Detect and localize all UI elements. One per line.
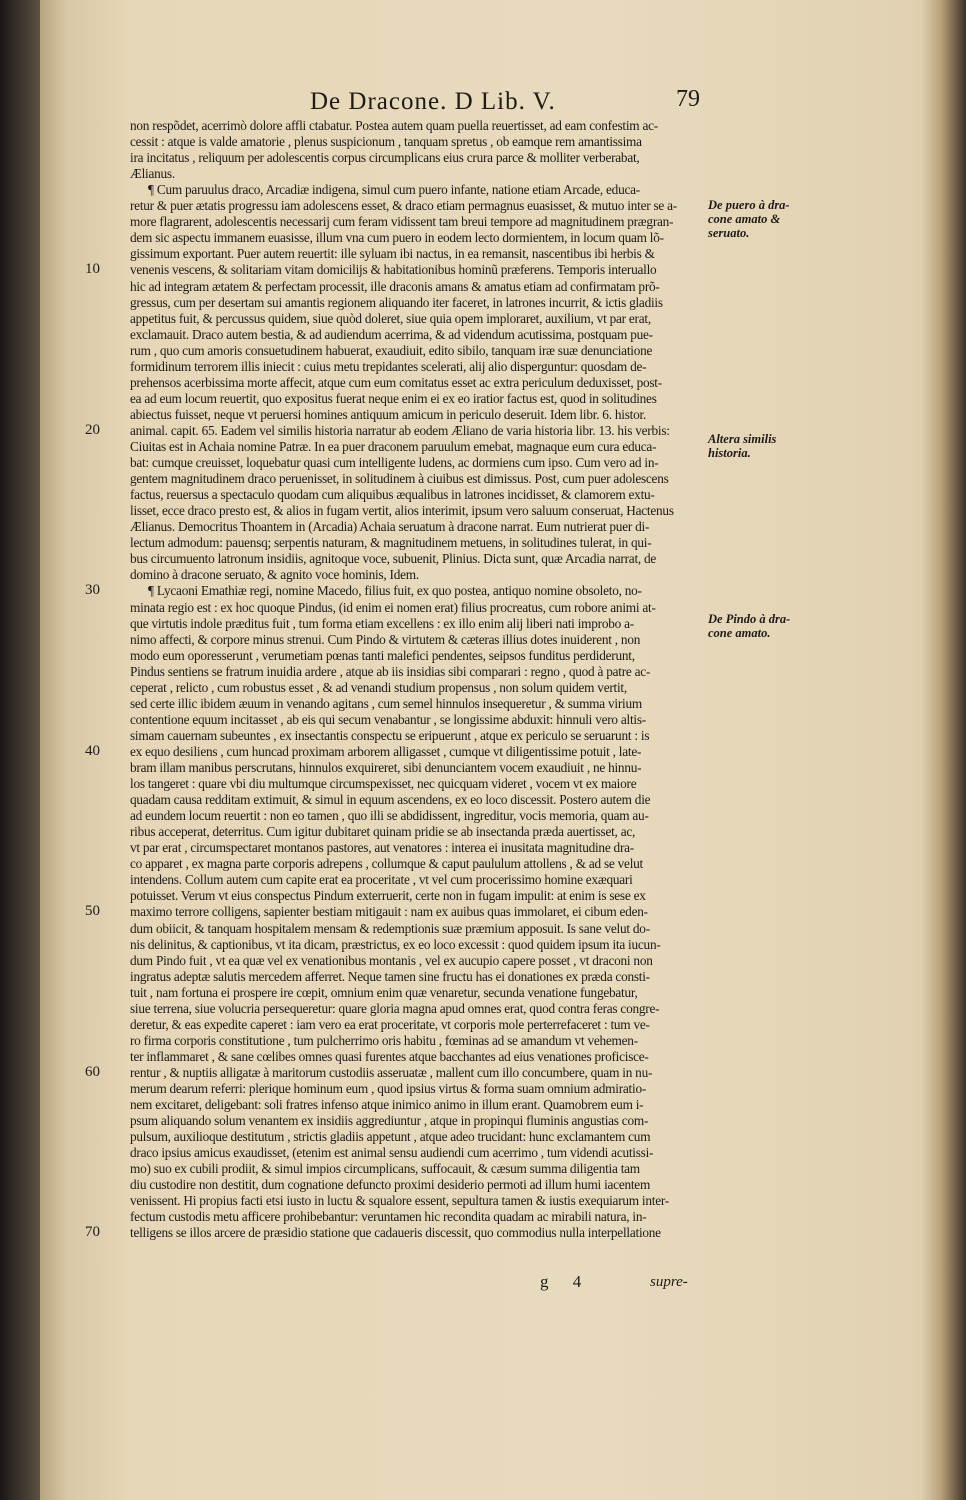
text-line: lisset, ecce draco presto est, & alios in fugam vertit, alios interimit, ipsum vero saluum conseruat, Hactenus [130, 503, 674, 519]
folio-number: 79 [676, 86, 700, 112]
running-title: De Dracone. D Lib. V. [310, 88, 556, 115]
text-line: ea ad eum locum reuertit, quo expositus fuerat neque enim ei ex eo iratior factus est, quod in solitudines [130, 390, 657, 406]
line-number: 60 [85, 1063, 100, 1080]
text-line: abiectus fuisset, neque vt peruersi homines antiquum amicum in periculo deseruit. Idem libr. 6. histor. [130, 406, 646, 422]
book-binding [0, 0, 40, 1500]
text-line: prehensos acerbissima morte affecit, atque cum eum comitatus esset ac extra periculum deduxisset, post- [130, 374, 662, 390]
text-line: ribus acceperat, deterritus. Cum igitur dubitaret quinam pridie se ab insectanda præda auertisset, ac, [130, 824, 636, 840]
running-head [310, 88, 730, 116]
text-line: que virtutis indole præditus fuit , tum forma etiam excellens : ex illo enim alij liberi nati improbo a- [130, 615, 634, 631]
book-page [40, 0, 966, 1500]
line-number: 40 [85, 742, 100, 759]
text-line: ter inflammaret , & sane cœlibes omnes quasi furentes atque bacchantes ad eius venationes proficisce- [130, 1048, 649, 1064]
signature-mark: g 4 [540, 1272, 592, 1291]
line-number: 10 [85, 261, 100, 278]
text-line: rentur , & nuptiis alligatæ à maritorum custodiis asseruatæ , mallent cum illo concumbere, quam in nu- [130, 1064, 653, 1080]
text-line: bus circumuento latronum insidiis, agnitoque voce, subuenit, Plinius. Dicta sunt, quæ Arcadia narrat, de [130, 551, 657, 567]
text-line: ingratus adeptæ salutis mercedem afferret. Neque tamen sine fructu has ei donationes ex præda consti- [130, 968, 650, 984]
line-number: 20 [85, 421, 100, 438]
text-line: exclamauit. Draco autem bestia, & ad audiendum acerrima, & ad videndum acutissima, postquam pue- [130, 326, 653, 342]
text-line: nem excitaret, deligebant: soli fratres infenso atque inimico animo in illum erant. Quamobrem eum i- [130, 1097, 644, 1113]
text-line: Ælianus. [130, 166, 175, 182]
text-line: ¶ Cum paruulus draco, Arcadiæ indigena, simul cum puero infante, natione etiam Arcade, educa- [148, 182, 640, 198]
catchword: supre- [650, 1274, 688, 1290]
text-line: psum aliquando solum venantem ex insidiis aggrediuntur , atque in propinqui fluminis angustias com- [130, 1113, 649, 1129]
text-line: domino à dracone seruato, & agnito voce hominis, Idem. [130, 567, 419, 583]
text-line: ro firma corporis constitutione , tum pulcherrimo oris habitu , fœminas ad se amandum vt vehemen- [130, 1032, 638, 1048]
text-line: contentione equum incitasset , ab eis qui secum venabantur , se longissime abduxit: hinnuli vero altis- [130, 711, 646, 727]
text-line: modo eum oporesserunt , verumetiam pœnas tanti malefici pendentes, seipsos funditus perdiderunt, [130, 647, 635, 663]
text-line: ¶ Lycaoni Emathiæ regi, nomine Macedo, filius fuit, ex quo postea, antiquo nomine obsoleto, no- [148, 583, 642, 599]
text-line: tuit , nam fortuna ei prospere ire cœpit, omnium enim quæ venaretur, secunda venatione fungebatur, [130, 984, 638, 1000]
text-line: dum Pindo fuit , vt ea quæ vel ex venationibus montanis , vel ex aucupio capere posset , vt draconi non [130, 952, 653, 968]
text-line: draco ipsius amicus exaudisset, (etenim est animal sensu audiendi cum acerrimo , tum videndi acutissi- [130, 1145, 654, 1161]
text-line: siue terrena, siue volucria persequeretur: quare gloria magna apud omnes erat, quod contra feras congre- [130, 1000, 660, 1016]
text-line: venenis vescens, & solitariam vitam domicilijs & habitationibus hominũ præferens. Temporis interuallo [130, 262, 657, 278]
text-line: telligens se illos arcere de præsidio statione que cadaueris discessit, quo commodius nulla interpellatione [130, 1225, 661, 1241]
text-line: cessit : atque is valde amatorie , plenus suspicionum , tanquam spretus , ob eamque rem amantissima [130, 134, 642, 150]
text-line: deretur, & eas expedite caperet : iam vero ea erat proceritate, vt corporis mole perterrefaceret : tum ve- [130, 1016, 650, 1032]
text-line: appetitus fuit, & percussus quidem, siue quòd doleret, siue quia opem imploraret, auxilium, vt par erat, [130, 310, 651, 326]
text-line: gentem magnitudinem draco peruenisset, in solitudinem à ciuibus est dimissus. Post, cum puer adolescens [130, 471, 669, 487]
text-line: bat: cumque creuisset, loquebatur quasi cum intelligente ludens, ac dormiens cum ipso. Cum vero ad in- [130, 455, 659, 471]
text-line: ira incitatus , reliquum per adolescentis corpus circumplicans eius crura parce & molliter verberabat, [130, 150, 640, 166]
text-line: ex equo desiliens , cum huncad proximam arborem alligasset , cumque vt diligentissime potuit , late- [130, 743, 642, 759]
text-line: gissimum exportant. Puer autem reuertit: ille syluam ibi nactus, in ea remansit, nascentibus ibi herbis & [130, 246, 655, 262]
text-line: fectum custodis metu afficere prohibebantur: veruntamen hic recondita quadam ac mirabili natura, in- [130, 1209, 647, 1225]
text-line: simam cauernam subeuntes , ex insectantis conspectu se eripuerunt , atque ex periculo se seruarunt : is [130, 727, 650, 743]
text-line: non respõdet, acerrimò dolore affli ctabatur. Postea autem quam puella reuertisset, ad eam confestim ac- [130, 118, 658, 133]
side-note: De puero à dra-cone amato & seruato. [708, 198, 790, 240]
line-number: 30 [85, 582, 100, 599]
text-line: quadam causa redditam extimuit, & simul in equum ascendens, ex eo loco discessit. Postero autem die [130, 792, 651, 808]
text-line: dem sic aspectu immanem euasisse, illum vna cum puero in eodem lecto dormientem, in locum quam lõ- [130, 230, 664, 246]
text-line: bram illam manibus perscrutans, hinnulos exquireret, sibi denunciantem vocem exaudiuit , ne hinnu- [130, 760, 642, 775]
text-line: diu custodire non destitit, dum cognatione defuncto proximi desiderio permoti ad illum humi iacentem [130, 1177, 651, 1193]
text-line: intendens. Collum autem cum capite erat ea proceritate , vt vel cum procerissimo homine exæquari [130, 872, 633, 888]
text-line: los tangeret : quare vbi diu multumque circumspexisset, nec quicquam videret , vocem vt ex maiore [130, 776, 637, 792]
side-note: De Pindo à dra-cone amato. [708, 612, 791, 640]
text-line: venissent. Hi propius facti etsi iusto in luctu & squalore essent, sepultura tamen & iustis exequiarum inter- [130, 1193, 669, 1209]
text-line: ceperat , relicto , cum robustus esset , & ad venandi studium propensus , non solum quidem vertit, [130, 679, 627, 695]
text-line: pulsum, auxilioque destitutum , strictis gladiis appetunt , atque adeo trucidant: hunc exclamantem cum [130, 1129, 651, 1145]
text-line: lectum admodum: pauensq; serpentis naturam, & magnitudinem metuens, in solitudines tulerat, in qui- [130, 535, 652, 551]
text-line: merum dearum referri: plerique hominum eum , quod ipsius virtus & forma suam omnium admiratio- [130, 1081, 647, 1096]
text-line: gressus, cum per desertam sui amantis regionem aliquando iter faceret, in latrones incurrit, & ictis gladiis [130, 294, 663, 310]
side-note: Altera similis historia. [708, 432, 777, 460]
text-line: formidinum terrorem illis iniecit : cuius metu trepidantes scelerati, alij alio disperguntur: quosdam de- [130, 358, 647, 374]
text-line: nimo affecti, & corpore minus strenui. Cum Pindo & virtutem & cæteras illius dotes inuiderent , non [130, 631, 641, 647]
text-line: retur & puer ætatis progressu iam adolescens esset, & draco etiam permagnus euasisset, & mutuo inter se a- [130, 198, 677, 214]
text-line: Pindus sentiens se fratrum inuidia ardere , atque ab iis insidias sibi comparari : regno , quod à patre ac- [130, 663, 651, 679]
text-line: minata regio est : ex hoc quoque Pindus, (id enim ei nomen erat) filius procreatus, cum robore animi at- [130, 599, 656, 615]
page-edge-shadow [920, 0, 966, 1500]
text-line: factus, reuersus a spectaculo quodam cum aliquibus æqualibus in latrones incidisset, & clamorem extu- [130, 487, 655, 503]
text-line: rum , quo cum amoris consuetudinem habuerat, exaudiuit, edito sibilo, tanquam iræ suæ denunciatione [130, 342, 653, 358]
text-line: animal. capit. 65. Eadem vel similis historia narratur ab eodem Æliano de varia historia libr. 13. his verbis: [130, 422, 670, 438]
text-line: ad eundem locum reuertit : non eo tamen , quo illi se abdidissent, ingreditur, vocis memoria, quam au- [130, 808, 649, 824]
text-line: mo) suo ex cubili prodiit, & simul impios circumplicans, suffocauit, & cæsum summa diligentia tam [130, 1161, 640, 1177]
text-line: sed certe illic ibidem æuum in venando agitans , cum semel hinnulos insequeretur , & summa virium [130, 695, 642, 711]
text-line: maximo terrore colligens, sapienter bestiam mitigauit : nam ex auibus quas immolaret, ei cibum eden- [130, 904, 648, 920]
text-line: potuisset. Verum vt eius conspectus Pindum exterruerit, certe non in fugam impulit: at enim is sese ex [130, 888, 646, 904]
text-line: dum obiicit, & tanquam hospitalem mensam & redemptionis suæ præmium apposuit. Is sane velut do- [130, 920, 650, 936]
text-line: nis delinitus, & captionibus, vt ita dicam, præstrictus, ex eo loco excessit : quod quidem ipsum ita iucun- [130, 936, 661, 952]
text-line: more flagrarent, adolescentis necessarij cum feram vidissent tam breui tempore ad magnitudinem prægran- [130, 214, 674, 230]
text-line: Ælianus. Democritus Thoantem in (Arcadia) Achaia seruatum à dracone narrat. Eum nutrierat puer di- [130, 519, 650, 535]
text-line: Ciuitas est in Achaia nomine Patræ. In ea puer draconem paruulum emebat, magnaque eum cura educa- [130, 439, 657, 454]
line-number: 70 [85, 1224, 100, 1241]
text-line: hic ad integram ætatem & perfectam processit, ille draconis amans & amatus etiam ad confirmatam prõ- [130, 278, 660, 294]
line-number: 50 [85, 903, 100, 920]
text-line: co apparet , ex magna parte corporis adrepens , collumque & caput paululum attollens , & ad se velut [130, 856, 643, 872]
text-line: vt par erat , circumspectaret montanos pastores, aut venatores : interea ei inusitata magnitudine dra- [130, 840, 634, 856]
